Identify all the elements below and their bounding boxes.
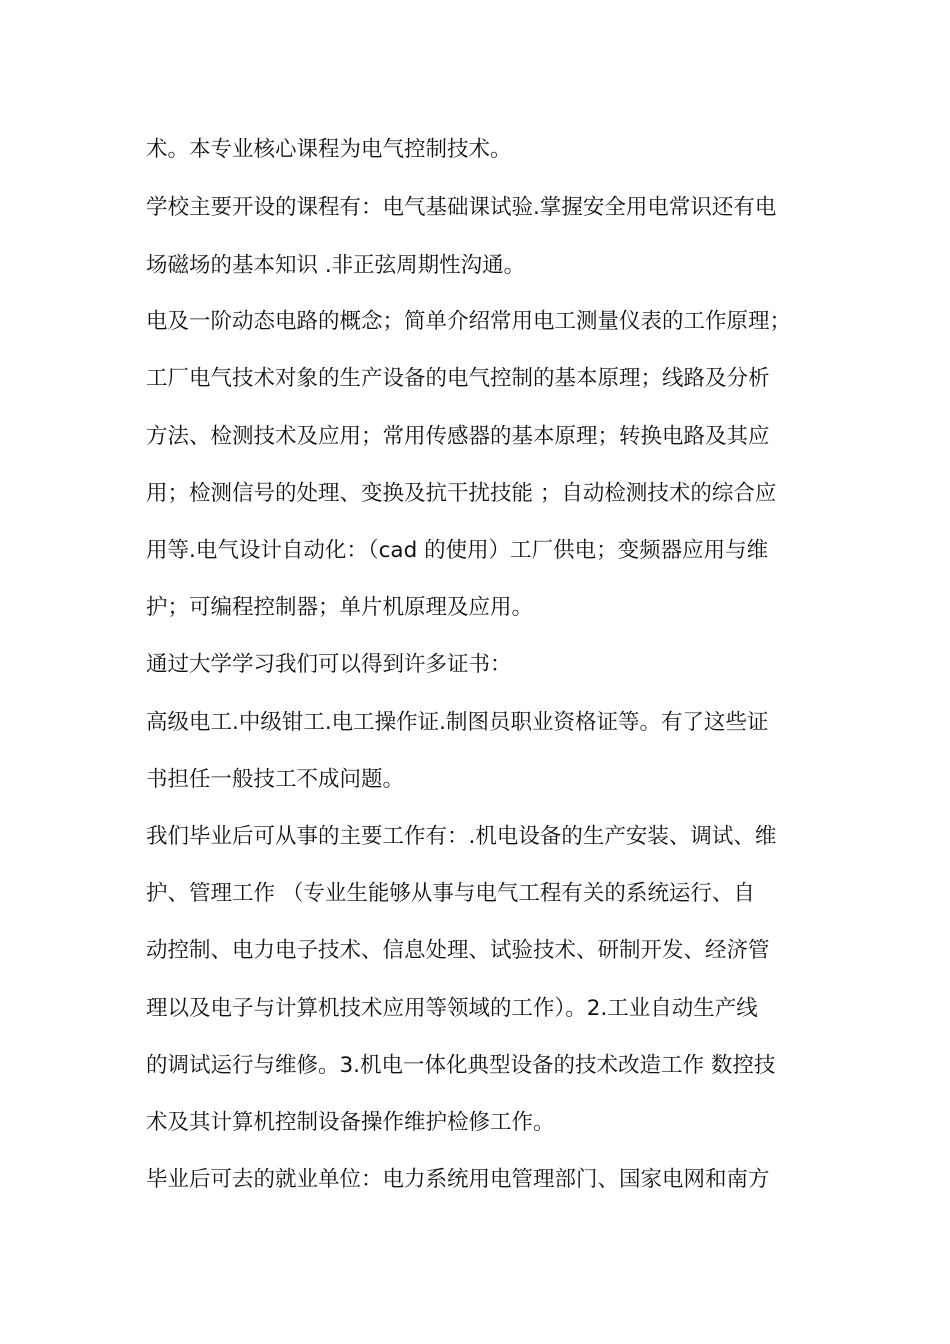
text-line: 术。本专业核心课程为电气控制技术。 bbox=[146, 137, 512, 162]
text-line: 术及其计算机控制设备操作维护检修工作。 bbox=[146, 1110, 555, 1135]
text-line: 学校主要开设的课程有：电气基础课试验.掌握安全用电常识还有电 bbox=[146, 195, 777, 220]
text-line: 工厂电气技术对象的生产设备的电气控制的基本原理；线路及分析 bbox=[146, 366, 770, 391]
text-line: 护、管理工作 （专业生能够从事与电气工程有关的系统运行、自 bbox=[146, 881, 755, 906]
text-line: 高级电工.中级钳工.电工操作证.制图员职业资格证等。有了这些证 bbox=[146, 710, 769, 735]
text-line: 护；可编程控制器；单片机原理及应用。 bbox=[146, 595, 534, 620]
text-line: 用等.电气设计自动化：（cad 的使用）工厂供电；变频器应用与维 bbox=[146, 538, 769, 563]
text-line: 电及一阶动态电路的概念；简单介绍常用电工测量仪表的工作原理； bbox=[146, 309, 792, 334]
text-line: 用；检测信号的处理、变换及抗干扰技能 ；自动检测技术的综合应 bbox=[146, 481, 777, 506]
text-line: 毕业后可去的就业单位：电力系统用电管理部门、国家电网和南方 bbox=[146, 1167, 770, 1192]
text-line: 方法、检测技术及应用；常用传感器的基本原理；转换电路及其应 bbox=[146, 424, 770, 449]
text-line: 书担任一般技工不成问题。 bbox=[146, 767, 405, 792]
text-line: 我们毕业后可从事的主要工作有：.机电设备的生产安装、调试、维 bbox=[146, 824, 777, 849]
text-line: 通过大学学习我们可以得到许多证书： bbox=[146, 652, 512, 677]
text-line: 的调试运行与维修。3.机电一体化典型设备的技术改造工作 数控技 bbox=[146, 1053, 776, 1078]
text-line: 场磁场的基本知识 .非正弦周期性沟通。 bbox=[146, 253, 526, 278]
text-line: 理以及电子与计算机技术应用等领域的工作）。2.工业自动生产线 bbox=[146, 996, 758, 1021]
text-line: 动控制、电力电子技术、信息处理、试验技术、研制开发、经济管 bbox=[146, 938, 770, 963]
